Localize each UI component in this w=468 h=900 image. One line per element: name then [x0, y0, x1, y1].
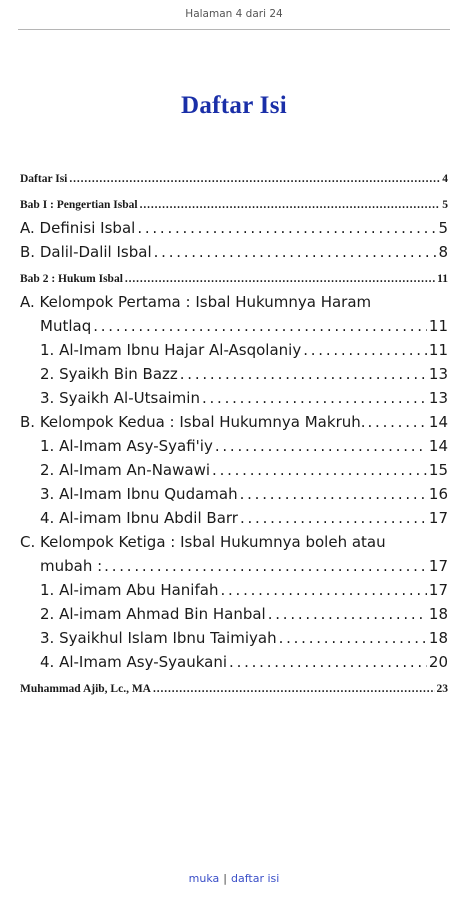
toc-entry-label: 4. Al-imam Ibnu Abdil Barr: [40, 509, 238, 527]
toc-entry[interactable]: [20, 626, 448, 650]
toc-entry-label: A. Definisi Isbal: [20, 219, 136, 237]
toc-page-number: 5: [442, 199, 448, 211]
dot-leader: [240, 482, 427, 506]
toc-entry[interactable]: [20, 458, 448, 482]
toc-entry-label: 3. Al-Imam Ibnu Qudamah: [40, 485, 238, 503]
toc-page-number: 16: [428, 485, 448, 503]
toc-entry-label: 1. Al-Imam Ibnu Hajar Al-Asqolaniy: [40, 341, 302, 359]
toc-entry-label: 2. Al-imam Ahmad Bin Hanbal: [40, 605, 266, 623]
toc-link[interactable]: daftar isi: [231, 872, 280, 885]
toc-entry[interactable]: [20, 482, 448, 506]
toc-entry[interactable]: [20, 578, 448, 602]
toc-page-number: 13: [428, 389, 448, 407]
toc-page-number: 11: [428, 317, 448, 335]
toc-page-number: 14: [428, 437, 448, 455]
dot-leader: [125, 268, 435, 290]
toc-entry[interactable]: [20, 194, 448, 216]
dot-leader: [240, 506, 427, 530]
toc-page-number: 15: [428, 461, 448, 479]
home-link[interactable]: muka: [188, 872, 220, 885]
dot-leader: [303, 338, 427, 362]
toc-entry[interactable]: [20, 650, 448, 674]
page-title: Daftar Isi: [180, 92, 287, 119]
toc-entry-label: 3. Syaikhul Islam Ibnu Taimiyah: [40, 629, 277, 647]
table-of-contents: [20, 168, 448, 700]
dot-leader: [137, 216, 436, 240]
toc-page-number: 18: [428, 629, 448, 647]
toc-entry-label: C. Kelompok Ketiga : Isbal Hukumnya boleh atau: [20, 533, 386, 551]
toc-entry[interactable]: [20, 216, 448, 240]
toc-page-number: 20: [428, 653, 448, 671]
toc-entry[interactable]: [20, 386, 448, 410]
toc-entry-label-cont: mubah :: [40, 557, 103, 575]
toc-entry-label: Bab 2 : Hukum Isbal: [20, 273, 123, 285]
page-header: [0, 8, 468, 20]
toc-entry[interactable]: [20, 410, 448, 434]
toc-entry-label: 1. Al-Imam Asy-Syafi'iy: [40, 437, 213, 455]
toc-entry[interactable]: [20, 240, 448, 264]
dot-leader: [93, 314, 427, 338]
toc-entry-label: B. Kelompok Kedua : Isbal Hukumnya Makruh.: [20, 413, 366, 431]
toc-entry-label: B. Dalil-Dalil Isbal: [20, 243, 152, 261]
toc-entry-line[interactable]: [20, 290, 448, 314]
toc-entry-label: A. Kelompok Pertama : Isbal Hukumnya Haram: [20, 293, 372, 311]
dot-leader: [220, 578, 426, 602]
toc-entry-line[interactable]: [20, 530, 448, 554]
toc-entry-label: 2. Al-Imam An-Nawawi: [40, 461, 211, 479]
toc-entry[interactable]: [20, 602, 448, 626]
toc-page-number: 14: [428, 413, 448, 431]
dot-leader: [268, 602, 427, 626]
toc-page-number: 17: [428, 509, 448, 527]
toc-entry[interactable]: [20, 554, 448, 578]
page-footer: [0, 872, 468, 885]
toc-entry-label-cont: Mutlaq: [40, 317, 92, 335]
footer-separator: |: [223, 872, 227, 885]
dot-leader: [69, 168, 440, 190]
toc-entry[interactable]: [20, 168, 448, 190]
toc-page-number: 4: [442, 173, 448, 185]
toc-entry[interactable]: [20, 268, 448, 290]
toc-page-number: 11: [428, 341, 448, 359]
toc-entry-label: Daftar Isi: [20, 173, 68, 185]
toc-entry[interactable]: [20, 434, 448, 458]
toc-entry[interactable]: [20, 338, 448, 362]
toc-entry-label: 4. Al-Imam Asy-Syaukani: [40, 653, 228, 671]
toc-page-number: 13: [428, 365, 448, 383]
dot-leader: [104, 554, 427, 578]
dot-leader: [368, 410, 427, 434]
header-divider: [18, 29, 450, 30]
toc-entry[interactable]: [20, 678, 448, 700]
dot-leader: [279, 626, 427, 650]
toc-page-number: 8: [438, 243, 448, 261]
dot-leader: [140, 194, 441, 216]
page-indicator: Halaman 4 dari 24: [185, 8, 283, 20]
dot-leader: [215, 434, 427, 458]
dot-leader: [202, 386, 427, 410]
toc-page-number: 17: [428, 557, 448, 575]
dot-leader: [229, 650, 427, 674]
toc-page-number: 11: [437, 273, 448, 285]
dot-leader: [153, 678, 435, 700]
toc-page-number: 17: [428, 581, 448, 599]
toc-entry[interactable]: [20, 362, 448, 386]
toc-entry-label: 2. Syaikh Bin Bazz: [40, 365, 178, 383]
toc-entry-label: 3. Syaikh Al-Utsaimin: [40, 389, 200, 407]
toc-entry[interactable]: [20, 506, 448, 530]
dot-leader: [180, 362, 427, 386]
toc-entry-label: Bab I : Pengertian Isbal: [20, 199, 138, 211]
toc-entry-label: Muhammad Ajib, Lc., MA: [20, 683, 151, 695]
dot-leader: [154, 240, 437, 264]
dot-leader: [212, 458, 427, 482]
toc-entry[interactable]: [20, 314, 448, 338]
toc-page-number: 23: [436, 683, 448, 695]
toc-entry-label: 1. Al-imam Abu Hanifah: [40, 581, 219, 599]
toc-page-number: 5: [438, 219, 448, 237]
toc-page-number: 18: [428, 605, 448, 623]
